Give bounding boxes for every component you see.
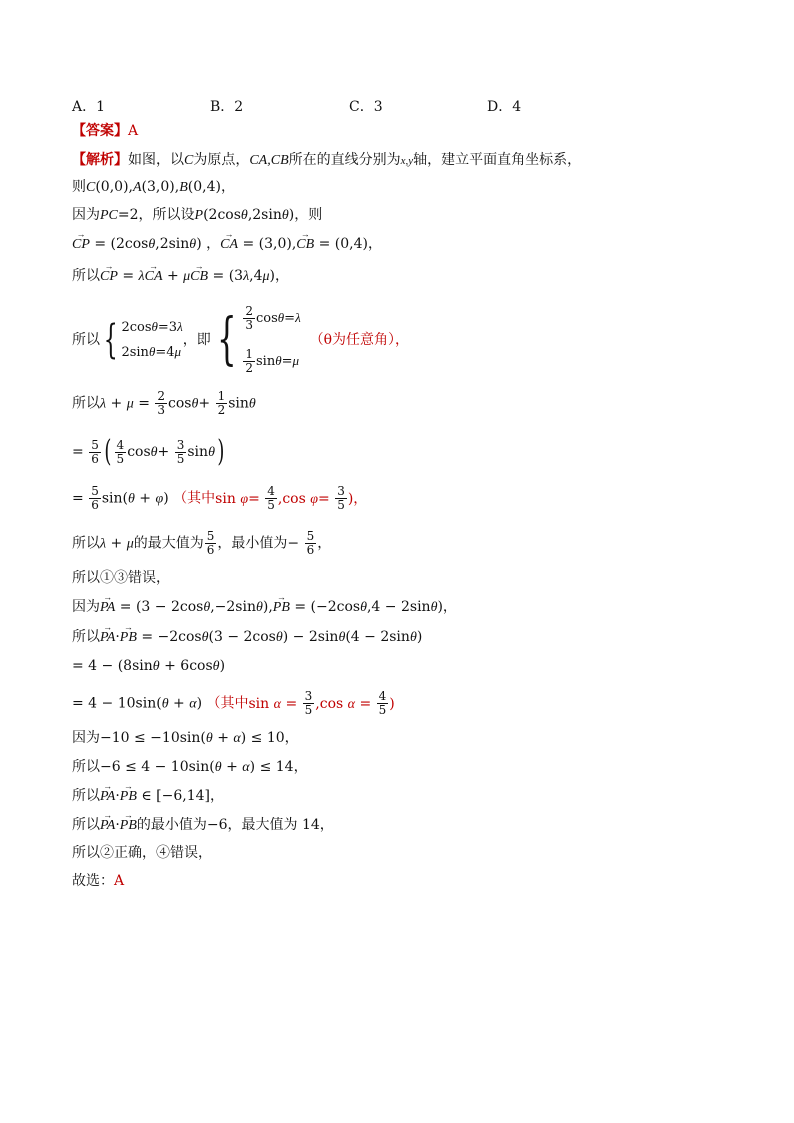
analysis-line-21: 故选：A [72,873,125,889]
analysis-line-13: 所以→ PA·→ PB = −2cosθ(3 − 2cosθ) − 2sinθ(4 − 2sinθ) [72,627,422,648]
analysis-line-19: 所以→ PA·→ PB的最小值为−6，最大值为 14， [72,815,334,836]
analysis-line-12: 因为→ PA = (3 − 2cosθ,−2sinθ),→ PB = (−2cosθ,4 − 2sinθ)， [72,597,457,618]
analysis-line-2: 则C(0,0),A(3,0),B(0,4)， [72,179,235,195]
analysis-line-9: = $\frac{5}{6}$ sin(θ + φ) （其中sin φ= $\frac{4}{5}$ ,cos φ= $\frac{3}{5}$ )， [72,484,368,512]
analysis-line-16: 因为−10 ≤ −10sin(θ + α) ≤ 10， [72,730,299,746]
option-c: C．3 [349,99,383,115]
analysis-line-17: 所以−6 ≤ 4 − 10sin(θ + α) ≤ 14， [72,759,308,775]
analysis-line-6: 所以{ 2cosθ=3λ 2sinθ=4μ，即 { $\frac{2}{3}$ cosθ=λ $\frac{1}{2}$ sinθ=μ （θ为任意角）， [72,304,410,375]
analysis-line-4: → CP = (2cosθ,2sinθ) ，→ CA = (3,0),→ CB = (0,4)， [72,234,382,255]
analysis-line-15: = 4 − 10sin(θ + α) （其中sin α = $\frac{3}{5}$ ,cos α = $\frac{4}{5}$ ) [72,689,395,717]
option-a: A．1 [72,99,106,115]
answer-line [72,121,138,141]
analysis-line-10: 所以λ + μ的最大值为 $\frac{5}{6}$ ，最小值为− $\frac{5}{6}$ ， [72,529,332,557]
analysis-line-14: = 4 − (8sinθ + 6cosθ) [72,658,226,674]
analysis-line-7: 所以λ + μ = $\frac{2}{3}$ cosθ+ $\frac{1}{2}$ sinθ [72,389,256,417]
analysis-tag: 【解析】 [72,152,128,168]
analysis-line-3: 因为PC=2，所以设P(2cosθ,2sinθ)，则 [72,207,323,223]
answer-value: A [128,123,139,139]
option-b: B．2 [210,99,244,115]
analysis-line-11: 所以①③错误， [72,570,170,586]
answer-tag: 【答案】 [72,123,128,139]
analysis-line-8: = $\frac{5}{6}$ ( $\frac{4}{5}$ cosθ+ $\frac{3}{5}$ sinθ) [72,434,225,469]
analysis-line-1: 【解析】如图，以C为原点，CA,CB所在的直线分别为x,y轴，建立平面直角坐标系， [72,152,582,168]
analysis-line-20: 所以②正确，④错误， [72,845,212,861]
analysis-line-5: 所以→ CP = λ→ CA + μ→ CB = (3λ,4μ)， [72,266,289,287]
analysis-line-18: 所以→ PA·→ PB ∈ [−6,14]， [72,786,224,807]
option-d: D．4 [487,99,522,115]
